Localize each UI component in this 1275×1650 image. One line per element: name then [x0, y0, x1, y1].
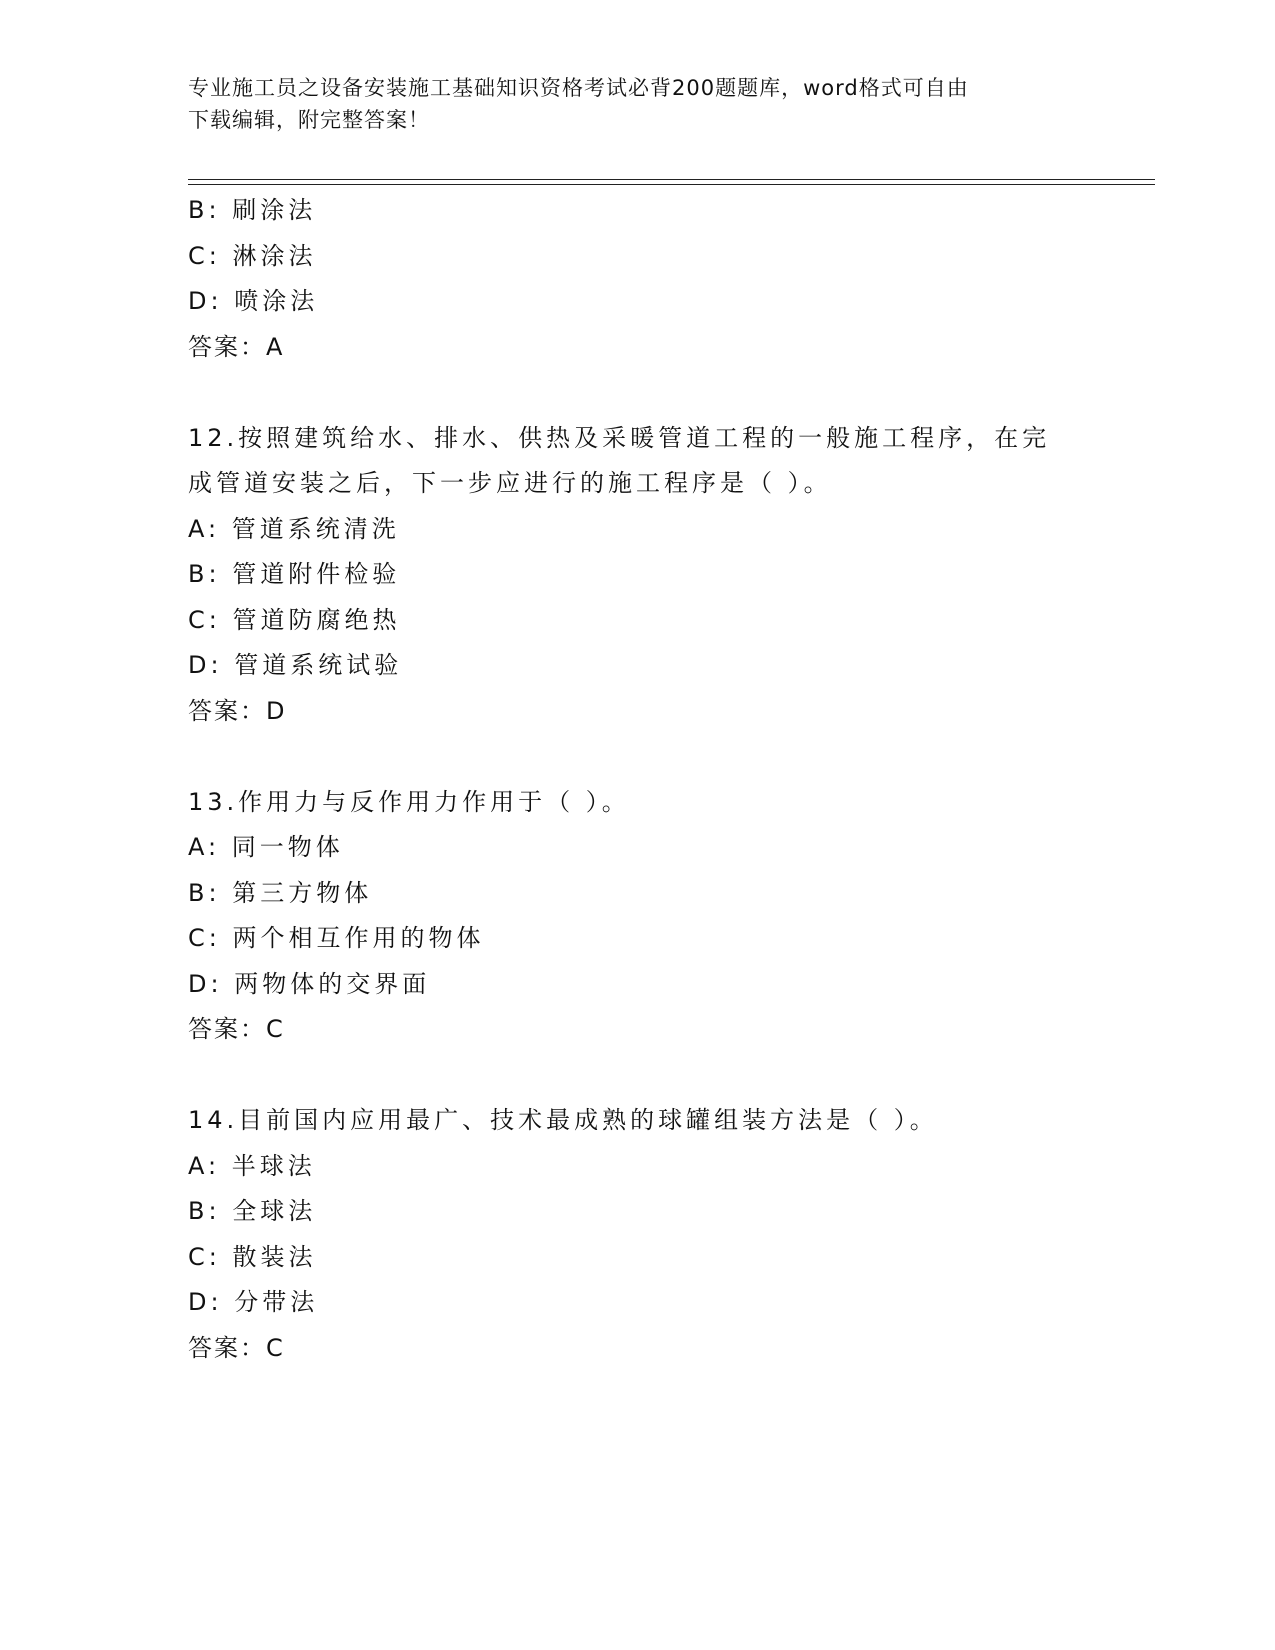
header-divider-top	[188, 179, 1155, 180]
option-text: 第三方物体	[232, 878, 373, 907]
question-14	[188, 1098, 1148, 1371]
option-letter: B:	[188, 560, 221, 588]
carryover-question	[188, 188, 1148, 370]
option-letter: A:	[188, 833, 221, 861]
option-text: 管道附件检验	[232, 560, 401, 588]
option-d	[188, 962, 1148, 1008]
answer-line: 答案：C	[188, 1015, 285, 1043]
option-a	[188, 825, 1148, 871]
option-text: 管道系统试验	[234, 651, 403, 679]
option-d	[188, 279, 1148, 325]
header-line-2: 下载编辑，附完整答案！	[188, 108, 430, 132]
option-d	[188, 1280, 1148, 1326]
answer-line: 答案：D	[188, 696, 287, 725]
option-text: 散装法	[232, 1242, 317, 1271]
option-text: 管道系统清洗	[231, 514, 400, 543]
option-d	[188, 643, 1148, 689]
answer-line: 答案：C	[188, 1333, 285, 1362]
option-a	[188, 507, 1148, 553]
spacer	[188, 1053, 1148, 1099]
question-stem-line-2: 成管道安装之后，下一步应进行的施工程序是（ ）。	[188, 469, 832, 497]
question-stem-line-1: 13.作用力与反作用力作用于（ ）。	[188, 787, 630, 816]
option-text: 同一物体	[231, 833, 344, 861]
header-line-1: 专业施工员之设备安装施工基础知识资格考试必背200题题库，word格式可自由	[188, 76, 969, 100]
question-stem-line-1: 12.按照建筑给水、排水、供热及采暖管道工程的一般施工程序，在完	[188, 423, 1051, 452]
document-header	[188, 72, 1068, 136]
option-text: 分带法	[234, 1288, 319, 1316]
option-c	[188, 234, 1148, 280]
option-letter: D:	[188, 969, 223, 998]
spacer	[188, 370, 1148, 416]
option-letter: C:	[188, 1242, 221, 1271]
option-a	[188, 1144, 1148, 1190]
option-letter: B:	[188, 1197, 221, 1225]
option-c	[188, 598, 1148, 644]
option-text: 淋涂法	[232, 241, 317, 270]
option-c	[188, 916, 1148, 962]
answer-line: 答案：A	[188, 332, 285, 361]
option-text: 半球法	[231, 1151, 316, 1180]
option-b	[188, 871, 1148, 917]
option-letter: C:	[188, 924, 221, 952]
option-c	[188, 1235, 1148, 1281]
option-b	[188, 188, 1148, 234]
option-letter: B:	[188, 196, 221, 224]
question-12	[188, 416, 1148, 735]
option-text: 喷涂法	[234, 287, 319, 315]
question-stem-line-1: 14.目前国内应用最广、技术最成熟的球罐组装方法是（ ）。	[188, 1106, 938, 1134]
option-letter: A:	[188, 1151, 221, 1180]
option-letter: A:	[188, 514, 221, 543]
option-letter: C:	[188, 605, 221, 634]
option-letter: D:	[188, 1288, 223, 1316]
question-13	[188, 780, 1148, 1053]
option-letter: D:	[188, 651, 223, 679]
option-text: 管道防腐绝热	[232, 605, 401, 634]
option-b	[188, 552, 1148, 598]
option-letter: B:	[188, 878, 221, 907]
header-divider-bottom	[188, 184, 1155, 185]
option-text: 刷涂法	[232, 196, 317, 224]
option-b	[188, 1189, 1148, 1235]
option-letter: C:	[188, 241, 221, 270]
option-text: 两个相互作用的物体	[232, 924, 485, 952]
spacer	[188, 734, 1148, 780]
option-text: 两物体的交界面	[234, 969, 431, 998]
question-list	[188, 188, 1148, 1371]
option-text: 全球法	[232, 1197, 317, 1225]
option-letter: D:	[188, 287, 223, 315]
